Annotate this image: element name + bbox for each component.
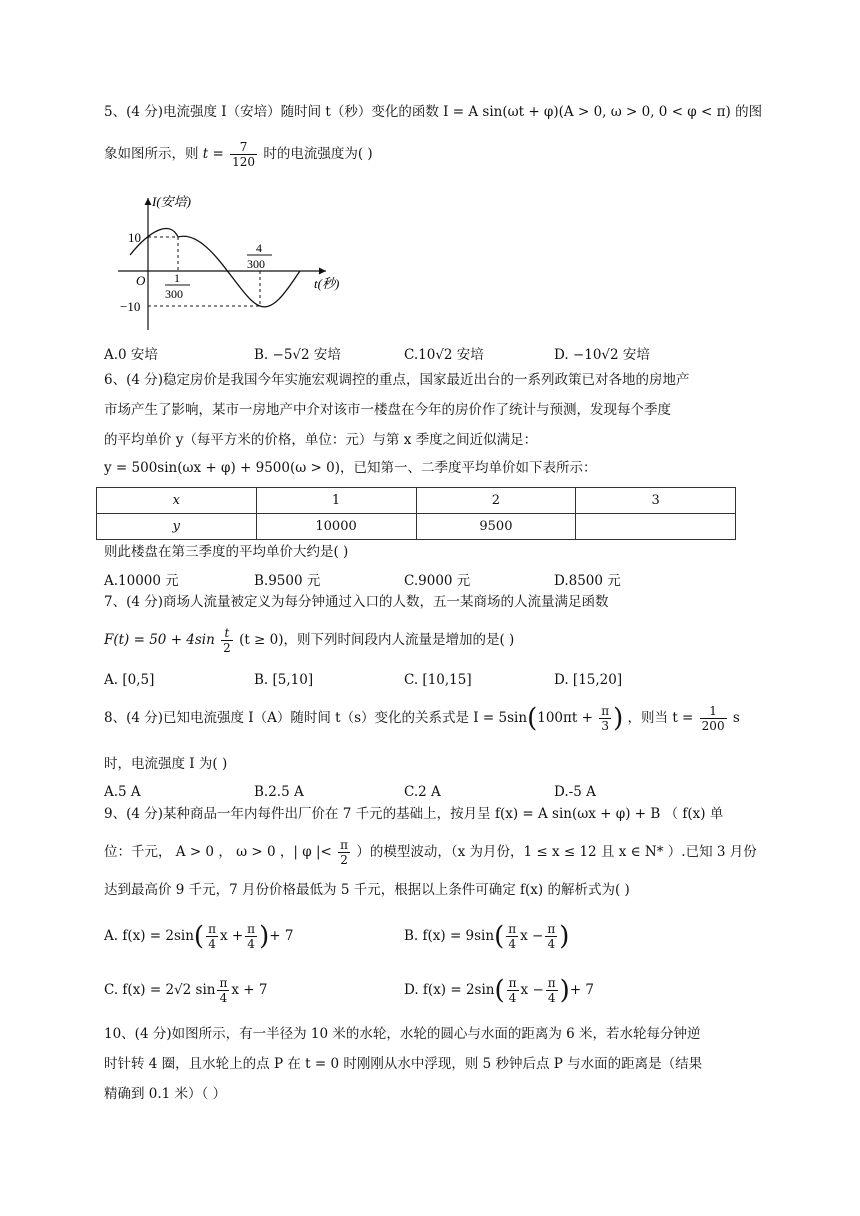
table-row <box>97 514 736 540</box>
q8-mid: ，则当 t = <box>627 710 694 726</box>
q6-option-d[interactable]: D.8500 元 <box>554 573 621 589</box>
q9-option-b[interactable]: B. f(x) = 9sin( $\frac{\pi}{4}$ x − $\frac{\pi}{4}$ ) <box>404 921 570 952</box>
q8-pi-fraction: $\frac{\pi}{3}$ <box>601 704 610 733</box>
table-row <box>97 488 736 514</box>
q5-stem-line2 <box>104 140 373 169</box>
q5-stem-text: 象如图所示，则 <box>104 146 199 162</box>
x-axis-label: t(秒) <box>314 276 340 291</box>
q5-sine-graph <box>110 190 360 340</box>
q8-option-a[interactable]: A.5 A <box>104 784 141 800</box>
tick2-num: 4 <box>256 241 262 255</box>
q7-option-b[interactable]: B. [5,10] <box>254 672 314 688</box>
q6-option-b[interactable]: B.9500 元 <box>254 573 321 589</box>
q9-option-a[interactable]: A. f(x) = 2sin( $\frac{\pi}{4}$ x + $\frac{\pi}{4}$ )+ 7 <box>104 921 294 952</box>
q5-fraction: $\frac{7}{120}$ <box>232 140 256 169</box>
table-cell: 9500 <box>416 514 576 540</box>
q10-stem-line3: 精确到 0.1 米）（ ） <box>104 1086 227 1102</box>
q8-stem-line1: 8、(4 分)已知电流强度 I（A）随时间 t（s）变化的关系式是 I = 5sin(100πt + $\frac{\pi}{3}$ ) ，则当 t = $\frac{1}{200}$ s <box>104 703 740 734</box>
table-cell <box>576 514 736 540</box>
q8-t-fraction: $\frac{1}{200}$ <box>701 704 725 733</box>
q6-stem-line4: y = 500sin(ωx + φ) + 9500(ω > 0)，已知第一、二季度平均单价如下表所示： <box>104 460 597 476</box>
q7-question: (t ≥ 0)，则下列时间段内人流量是增加的是( ) <box>239 632 515 648</box>
q8-option-c[interactable]: C.2 A <box>404 784 441 800</box>
q9-fraction: $\frac{\pi}{2}$ <box>340 838 349 867</box>
sine-curve <box>130 229 300 307</box>
table-cell: x <box>97 488 257 514</box>
table-cell: 2 <box>416 488 576 514</box>
q6-stem-line5: 则此楼盘在第三季度的平均单价大约是( ) <box>104 544 349 560</box>
q9-stem-line1: 9、(4 分)某种商品一年内每件出厂价在 7 千元的基础上，按月呈 f(x) = A sin(ωx + φ) + B （ f(x) 单 <box>104 806 724 822</box>
q6-option-c[interactable]: C.9000 元 <box>404 573 471 589</box>
q10-stem-line1: 10、(4 分)如图所示，有一半径为 10 米的水轮，水轮的圆心与水面的距离为 6 米，若水轮每分钟逆 <box>104 1026 701 1042</box>
q5-stem-line1: 5、(4 分)电流强度 I（安培）随时间 t（秒）变化的函数 I = A sin(ωt + φ)(A > 0, ω > 0, 0 < φ < π) 的图 <box>104 104 763 120</box>
q7-stem-line1: 7、(4 分)商场人流量被定义为每分钟通过入口的人数，五一某商场的人流量满足函数 <box>104 594 609 610</box>
tick2-den: 300 <box>247 257 265 271</box>
q8-stem-line2: 时，电流强度 I 为( ) <box>104 756 228 772</box>
q7-stem-line2 <box>104 626 514 655</box>
q9-option-d[interactable]: D. f(x) = 2sin( $\frac{\pi}{4}$ x − $\frac{\pi}{4}$ )+ 7 <box>404 975 595 1006</box>
q9-option-c[interactable]: C. f(x) = 2√2 sin $\frac{\pi}{4}$ x + 7 <box>104 976 268 1005</box>
q8-inner: 100πt + <box>537 710 593 726</box>
q7-fraction: $\frac{t}{2}$ <box>223 626 231 655</box>
q7-option-a[interactable]: A. [0,5] <box>104 672 155 688</box>
q9-stem-line3: 达到最高价 9 千元，7 月份价格最低为 5 千元，根据以上条件可确定 f(x) 的解析式为( ) <box>104 882 630 898</box>
origin-label: O <box>136 273 146 288</box>
q5-question: 时的电流强度为( ) <box>263 146 373 162</box>
q6-stem-line1: 6、(4 分)稳定房价是我国今年实施宏观调控的重点，国家最近出台的一系列政策已对各地的房地产 <box>104 372 690 388</box>
table-cell: 1 <box>256 488 416 514</box>
q6-price-table <box>96 487 736 540</box>
q5-t-var: t = <box>202 146 224 162</box>
y-bottom-label: −10 <box>120 299 141 314</box>
q5-option-a[interactable]: A.0 安培 <box>104 347 158 363</box>
q10-stem-line2: 时针转 4 圈，且水轮上的点 P 在 t = 0 时刚刚从水中浮现，则 5 秒钟后点 P 与水面的距离是（结果 <box>104 1056 703 1072</box>
q5-option-d[interactable]: D. −10√2 安培 <box>554 347 650 363</box>
tick1-den: 300 <box>165 287 183 301</box>
q6-stem-line3: 的平均单价 y（每平方米的价格，单位：元）与第 x 季度之间近似满足： <box>104 432 538 448</box>
table-cell: 10000 <box>256 514 416 540</box>
q7-option-d[interactable]: D. [15,20] <box>554 672 623 688</box>
q8-option-b[interactable]: B.2.5 A <box>254 784 304 800</box>
table-cell: 3 <box>576 488 736 514</box>
q6-stem-line2: 市场产生了影响，某市一房地产中介对该市一楼盘在今年的房价作了统计与预测，发现每个季度 <box>104 402 671 418</box>
q9-stem-rest: ）的模型波动，（x 为月份，1 ≤ x ≤ 12 且 x ∈ N* ）.已知 3 月份 <box>356 844 757 860</box>
q8-option-d[interactable]: D.-5 A <box>554 784 596 800</box>
q6-option-a[interactable]: A.10000 元 <box>104 573 179 589</box>
q9-stem-text: 位：千元， A > 0 ， ω > 0 ，| φ |< <box>104 844 332 860</box>
tick1-num: 1 <box>174 271 180 285</box>
q7-option-c[interactable]: C. [10,15] <box>404 672 472 688</box>
table-cell: y <box>97 514 257 540</box>
q5-option-b[interactable]: B. −5√2 安培 <box>254 347 341 363</box>
q8-stem-text: 8、(4 分)已知电流强度 I（A）随时间 t（s）变化的关系式是 I = 5sin <box>104 710 528 726</box>
y-axis-label: I(安培) <box>152 194 191 209</box>
y-top-label: 10 <box>128 230 141 245</box>
q8-unit: s <box>732 710 740 726</box>
q9-stem-line2 <box>104 838 757 867</box>
q5-option-c[interactable]: C.10√2 安培 <box>404 347 484 363</box>
q7-function: F(t) = 50 + 4sin <box>104 632 215 648</box>
